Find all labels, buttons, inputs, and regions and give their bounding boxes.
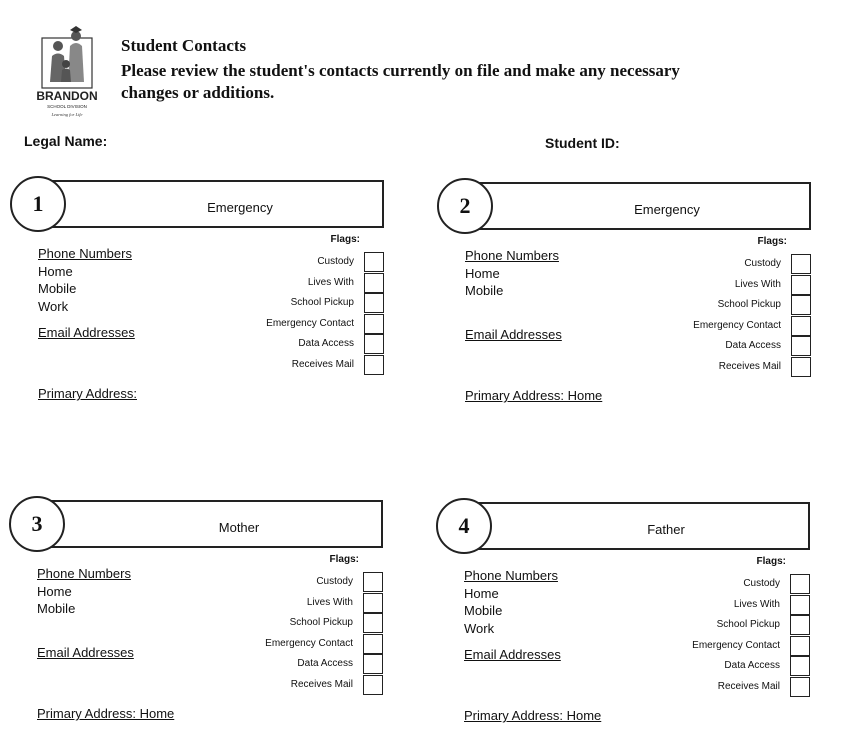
flag-row: [84, 293, 384, 313]
phone-type-label: Home: [37, 583, 72, 599]
phone-type-label: Work: [464, 620, 495, 636]
flag-row: [84, 314, 384, 334]
flag-row: [510, 636, 810, 656]
flag-label: Lives With: [734, 278, 781, 290]
phone-type-label: Mobile: [464, 603, 503, 618]
flag-row: [83, 572, 383, 592]
phone-type-label: Work: [38, 298, 69, 314]
flag-label: Data Access: [298, 338, 354, 349]
flag-label: School Pickup: [716, 619, 780, 630]
flag-label: Lives With: [306, 596, 353, 608]
phone-type-label: Mobile: [37, 601, 76, 616]
flag-checkbox[interactable]: [363, 572, 383, 592]
flag-checkbox[interactable]: [363, 613, 383, 633]
flag-label: Receives Mail: [291, 358, 354, 370]
flag-checkbox[interactable]: [790, 677, 810, 697]
flag-row: [84, 334, 384, 354]
flag-checkbox[interactable]: [364, 293, 384, 313]
flag-checkbox[interactable]: [363, 634, 383, 654]
contact-number: 2: [437, 178, 493, 234]
flag-label: Emergency Contact: [693, 319, 781, 331]
contact-relationship: Emergency: [207, 200, 273, 215]
contact-relationship: Mother: [218, 520, 260, 535]
primary-address: Primary Address:: [38, 386, 137, 401]
phone-type-label: Mobile: [38, 281, 77, 296]
flag-checkbox[interactable]: [791, 336, 811, 356]
phone-numbers-heading: Phone Numbers: [37, 566, 131, 581]
phone-type-label: Home: [465, 265, 500, 281]
flag-row: [511, 275, 811, 295]
contact-card-3: [9, 496, 389, 721]
phone-type-label: Home: [38, 263, 73, 279]
contact-relationship: Father: [647, 522, 685, 537]
contact-number: 3: [9, 496, 65, 552]
flag-label: Data Access: [724, 660, 780, 671]
logo-subtext: SCHOOL DIVISION: [47, 104, 87, 109]
flag-row: [84, 273, 384, 293]
flag-label: Lives With: [733, 598, 780, 610]
flag-row: [510, 656, 810, 676]
email-addresses-heading: Email Addresses: [38, 325, 135, 340]
flag-label: Data Access: [725, 340, 781, 351]
flag-label: Lives With: [307, 276, 354, 288]
email-addresses-heading: Email Addresses: [465, 327, 562, 342]
contact-number: 4: [436, 498, 492, 554]
phone-numbers-heading: Phone Numbers: [464, 568, 558, 583]
instructions-line-2: changes or additions.: [121, 83, 275, 102]
flag-checkbox[interactable]: [790, 656, 810, 676]
flag-row: [511, 316, 811, 336]
flag-label: Custody: [316, 576, 353, 587]
flag-row: [83, 675, 383, 695]
phone-type-label: Home: [464, 585, 499, 601]
school-logo-icon: [36, 24, 98, 120]
email-addresses-heading: Email Addresses: [464, 647, 561, 662]
contact-relationship: Emergency: [634, 202, 700, 217]
primary-address: Primary Address: Home: [37, 706, 175, 721]
flags-heading: Flags:: [756, 556, 786, 567]
flag-checkbox[interactable]: [791, 357, 811, 377]
flag-row: [511, 357, 811, 377]
flag-checkbox[interactable]: [363, 675, 383, 695]
logo-text: BRANDON: [36, 89, 98, 103]
flags-heading: Flags:: [330, 234, 360, 245]
flag-label: School Pickup: [289, 617, 353, 628]
flag-row: [83, 593, 383, 613]
flag-checkbox[interactable]: [791, 295, 811, 315]
flag-checkbox[interactable]: [364, 252, 384, 272]
flag-checkbox[interactable]: [364, 273, 384, 293]
flag-row: [83, 634, 383, 654]
flag-label: Receives Mail: [290, 678, 353, 690]
email-addresses-heading: Email Addresses: [37, 645, 134, 660]
flag-label: Custody: [744, 258, 781, 269]
flag-label: Receives Mail: [717, 680, 780, 692]
flag-checkbox[interactable]: [791, 275, 811, 295]
contact-card-1: [10, 176, 390, 401]
flag-label: School Pickup: [290, 297, 354, 308]
flag-label: Custody: [743, 578, 780, 589]
flag-checkbox[interactable]: [791, 254, 811, 274]
flag-label: Emergency Contact: [266, 317, 354, 329]
flag-label: Data Access: [297, 658, 353, 669]
contact-number: 1: [10, 176, 66, 232]
phone-type-label: Mobile: [465, 283, 504, 298]
flag-label: Emergency Contact: [265, 637, 353, 649]
flag-row: [510, 574, 810, 594]
flag-row: [511, 254, 811, 274]
legal-name-label: Legal Name:: [24, 133, 108, 149]
flag-row: [84, 355, 384, 375]
contact-card-2: [437, 178, 817, 403]
flag-checkbox[interactable]: [364, 334, 384, 354]
flag-checkbox[interactable]: [364, 314, 384, 334]
flag-row: [511, 336, 811, 356]
logo-tagline: Learning for Life: [51, 112, 83, 117]
flags-heading: Flags:: [329, 554, 359, 565]
flag-checkbox[interactable]: [790, 615, 810, 635]
student-id-label: Student ID:: [545, 135, 620, 151]
flag-checkbox[interactable]: [790, 595, 810, 615]
flag-checkbox[interactable]: [791, 316, 811, 336]
flag-checkbox[interactable]: [364, 355, 384, 375]
flag-row: [84, 252, 384, 272]
flag-row: [83, 654, 383, 674]
flag-checkbox[interactable]: [363, 593, 383, 613]
flags-heading: Flags:: [757, 236, 787, 247]
phone-numbers-heading: Phone Numbers: [465, 248, 559, 263]
flag-checkbox[interactable]: [363, 654, 383, 674]
flag-label: Emergency Contact: [692, 639, 780, 651]
flag-label: School Pickup: [717, 299, 781, 310]
flag-row: [510, 595, 810, 615]
flag-checkbox[interactable]: [790, 574, 810, 594]
school-logo: [36, 24, 98, 120]
primary-address: Primary Address: Home: [464, 708, 602, 723]
page-title: Student Contacts: [121, 36, 247, 55]
flag-row: [511, 295, 811, 315]
flag-row: [83, 613, 383, 633]
phone-numbers-heading: Phone Numbers: [38, 246, 132, 261]
flag-row: [510, 677, 810, 697]
contact-card-4: [436, 498, 816, 723]
instructions-line-1: Please review the student's contacts currently on file and make any necessary: [121, 61, 680, 80]
primary-address: Primary Address: Home: [465, 388, 603, 403]
flag-checkbox[interactable]: [790, 636, 810, 656]
flag-label: Receives Mail: [718, 360, 781, 372]
flag-row: [510, 615, 810, 635]
flag-label: Custody: [317, 256, 354, 267]
